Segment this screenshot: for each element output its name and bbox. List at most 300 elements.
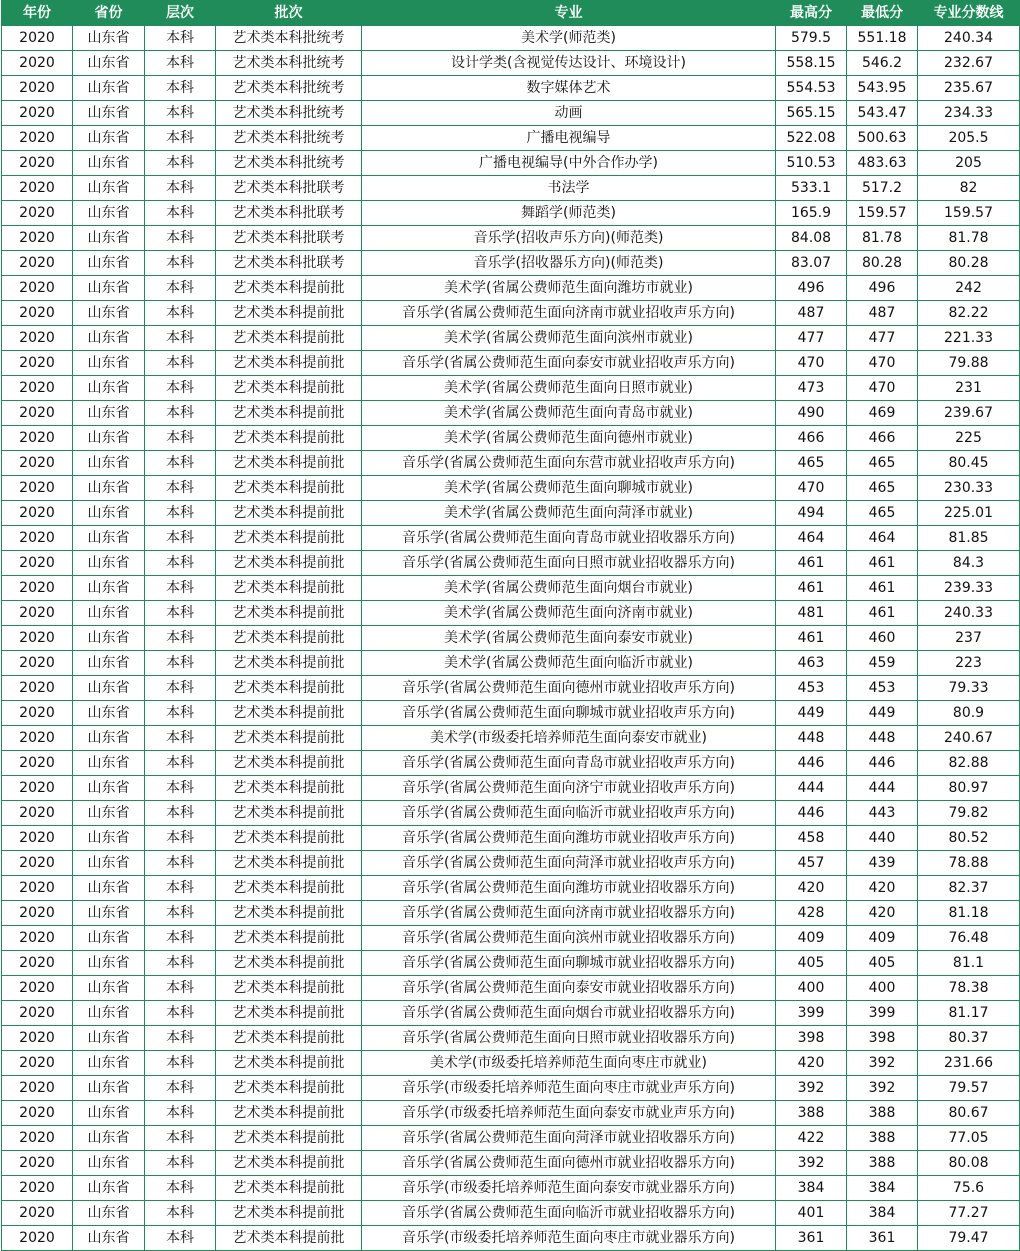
cell-cutoff: 231.66 — [918, 1051, 1020, 1076]
cell-cutoff: 240.67 — [918, 726, 1020, 751]
cell-level: 本科 — [145, 51, 216, 76]
cell-province: 山东省 — [73, 526, 145, 551]
cell-level: 本科 — [145, 1176, 216, 1201]
cell-province: 山东省 — [73, 201, 145, 226]
cell-province: 山东省 — [73, 1101, 145, 1126]
cell-batch: 艺术类本科提前批 — [216, 1076, 362, 1101]
cell-year: 2020 — [2, 226, 73, 251]
table-row — [2, 76, 1020, 101]
cell-min-score: 388 — [847, 1101, 918, 1126]
cell-max-score: 522.08 — [776, 126, 847, 151]
cell-batch: 艺术类本科提前批 — [216, 726, 362, 751]
cell-batch: 艺术类本科提前批 — [216, 551, 362, 576]
cell-batch: 艺术类本科提前批 — [216, 401, 362, 426]
cell-min-score: 459 — [847, 651, 918, 676]
cell-major: 美术学(省属公费师范生面向潍坊市就业) — [362, 276, 776, 301]
table-row — [2, 1126, 1020, 1151]
cell-min-score: 440 — [847, 826, 918, 851]
cell-province: 山东省 — [73, 976, 145, 1001]
cell-batch: 艺术类本科提前批 — [216, 1226, 362, 1251]
cell-cutoff: 81.85 — [918, 526, 1020, 551]
cell-cutoff: 80.9 — [918, 701, 1020, 726]
cell-batch: 艺术类本科提前批 — [216, 801, 362, 826]
cell-batch: 艺术类本科提前批 — [216, 826, 362, 851]
cell-cutoff: 82.22 — [918, 301, 1020, 326]
cell-level: 本科 — [145, 801, 216, 826]
cell-min-score: 461 — [847, 576, 918, 601]
cell-batch: 艺术类本科提前批 — [216, 1026, 362, 1051]
cell-level: 本科 — [145, 451, 216, 476]
cell-level: 本科 — [145, 751, 216, 776]
table-row — [2, 251, 1020, 276]
cell-year: 2020 — [2, 626, 73, 651]
cell-major: 音乐学(市级委托培养师范生面向泰安市就业声乐方向) — [362, 1101, 776, 1126]
cell-min-score: 392 — [847, 1076, 918, 1101]
cell-province: 山东省 — [73, 1126, 145, 1151]
table-row — [2, 276, 1020, 301]
cell-level: 本科 — [145, 901, 216, 926]
table-row — [2, 601, 1020, 626]
cell-min-score: 500.63 — [847, 126, 918, 151]
cell-year: 2020 — [2, 1101, 73, 1126]
score-table — [1, 0, 1020, 1251]
cell-level: 本科 — [145, 351, 216, 376]
cell-max-score: 401 — [776, 1201, 847, 1226]
cell-batch: 艺术类本科提前批 — [216, 651, 362, 676]
cell-max-score: 463 — [776, 651, 847, 676]
cell-batch: 艺术类本科提前批 — [216, 701, 362, 726]
cell-province: 山东省 — [73, 126, 145, 151]
cell-cutoff: 232.67 — [918, 51, 1020, 76]
cell-level: 本科 — [145, 526, 216, 551]
table-row — [2, 1151, 1020, 1176]
cell-year: 2020 — [2, 51, 73, 76]
table-row — [2, 626, 1020, 651]
cell-province: 山东省 — [73, 651, 145, 676]
cell-max-score: 448 — [776, 726, 847, 751]
cell-batch: 艺术类本科提前批 — [216, 926, 362, 951]
table-row — [2, 176, 1020, 201]
table-row — [2, 926, 1020, 951]
cell-major: 音乐学(省属公费师范生面向聊城市就业招收声乐方向) — [362, 701, 776, 726]
table-row — [2, 851, 1020, 876]
cell-cutoff: 237 — [918, 626, 1020, 651]
cell-batch: 艺术类本科提前批 — [216, 876, 362, 901]
cell-province: 山东省 — [73, 176, 145, 201]
table-row — [2, 826, 1020, 851]
cell-province: 山东省 — [73, 401, 145, 426]
cell-max-score: 457 — [776, 851, 847, 876]
cell-max-score: 461 — [776, 551, 847, 576]
cell-major: 美术学(省属公费师范生面向济南市就业) — [362, 601, 776, 626]
cell-batch: 艺术类本科批联考 — [216, 226, 362, 251]
cell-major: 美术学(省属公费师范生面向临沂市就业) — [362, 651, 776, 676]
cell-province: 山东省 — [73, 601, 145, 626]
cell-major: 音乐学(招收器乐方向)(师范类) — [362, 251, 776, 276]
cell-min-score: 420 — [847, 876, 918, 901]
cell-cutoff: 77.27 — [918, 1201, 1020, 1226]
cell-batch: 艺术类本科批统考 — [216, 126, 362, 151]
cell-province: 山东省 — [73, 851, 145, 876]
cell-cutoff: 81.78 — [918, 226, 1020, 251]
cell-province: 山东省 — [73, 876, 145, 901]
cell-major: 音乐学(省属公费师范生面向聊城市就业招收器乐方向) — [362, 951, 776, 976]
cell-cutoff: 80.28 — [918, 251, 1020, 276]
header-max-score: 最高分 — [776, 1, 847, 26]
cell-cutoff: 221.33 — [918, 326, 1020, 351]
cell-max-score: 449 — [776, 701, 847, 726]
header-year: 年份 — [2, 1, 73, 26]
cell-cutoff: 79.47 — [918, 1226, 1020, 1251]
cell-batch: 艺术类本科提前批 — [216, 426, 362, 451]
cell-batch: 艺术类本科提前批 — [216, 676, 362, 701]
cell-major: 音乐学(省属公费师范生面向潍坊市就业招收声乐方向) — [362, 826, 776, 851]
cell-batch: 艺术类本科提前批 — [216, 1001, 362, 1026]
cell-level: 本科 — [145, 276, 216, 301]
table-row — [2, 1201, 1020, 1226]
cell-min-score: 420 — [847, 901, 918, 926]
cell-level: 本科 — [145, 601, 216, 626]
table-row — [2, 376, 1020, 401]
cell-year: 2020 — [2, 476, 73, 501]
table-row — [2, 876, 1020, 901]
cell-level: 本科 — [145, 826, 216, 851]
cell-province: 山东省 — [73, 701, 145, 726]
cell-batch: 艺术类本科提前批 — [216, 951, 362, 976]
cell-major: 舞蹈学(师范类) — [362, 201, 776, 226]
header-level: 层次 — [145, 1, 216, 26]
cell-batch: 艺术类本科提前批 — [216, 626, 362, 651]
cell-cutoff: 80.52 — [918, 826, 1020, 851]
cell-batch: 艺术类本科提前批 — [216, 1101, 362, 1126]
cell-cutoff: 76.48 — [918, 926, 1020, 951]
cell-province: 山东省 — [73, 776, 145, 801]
cell-year: 2020 — [2, 451, 73, 476]
cell-province: 山东省 — [73, 1026, 145, 1051]
cell-min-score: 465 — [847, 451, 918, 476]
table-row — [2, 51, 1020, 76]
cell-year: 2020 — [2, 876, 73, 901]
cell-year: 2020 — [2, 676, 73, 701]
cell-cutoff: 205 — [918, 151, 1020, 176]
table-row — [2, 201, 1020, 226]
cell-level: 本科 — [145, 851, 216, 876]
header-province: 省份 — [73, 1, 145, 26]
cell-min-score: 496 — [847, 276, 918, 301]
cell-cutoff: 80.67 — [918, 1101, 1020, 1126]
cell-province: 山东省 — [73, 951, 145, 976]
cell-year: 2020 — [2, 651, 73, 676]
cell-year: 2020 — [2, 776, 73, 801]
table-row — [2, 401, 1020, 426]
cell-batch: 艺术类本科批统考 — [216, 51, 362, 76]
cell-min-score: 80.28 — [847, 251, 918, 276]
cell-year: 2020 — [2, 426, 73, 451]
table-row — [2, 1101, 1020, 1126]
cell-level: 本科 — [145, 551, 216, 576]
cell-province: 山东省 — [73, 926, 145, 951]
cell-year: 2020 — [2, 1176, 73, 1201]
cell-batch: 艺术类本科提前批 — [216, 326, 362, 351]
header-min-score: 最低分 — [847, 1, 918, 26]
table-row — [2, 426, 1020, 451]
cell-level: 本科 — [145, 326, 216, 351]
cell-cutoff: 82.37 — [918, 876, 1020, 901]
cell-min-score: 439 — [847, 851, 918, 876]
cell-max-score: 510.53 — [776, 151, 847, 176]
cell-year: 2020 — [2, 326, 73, 351]
cell-min-score: 81.78 — [847, 226, 918, 251]
cell-cutoff: 84.3 — [918, 551, 1020, 576]
cell-cutoff: 239.33 — [918, 576, 1020, 601]
table-row — [2, 951, 1020, 976]
table-row — [2, 101, 1020, 126]
cell-year: 2020 — [2, 1026, 73, 1051]
table-row — [2, 1176, 1020, 1201]
cell-major: 音乐学(省属公费师范生面向济南市就业招收声乐方向) — [362, 301, 776, 326]
cell-year: 2020 — [2, 401, 73, 426]
cell-province: 山东省 — [73, 276, 145, 301]
cell-province: 山东省 — [73, 351, 145, 376]
cell-level: 本科 — [145, 251, 216, 276]
cell-major: 数字媒体艺术 — [362, 76, 776, 101]
cell-max-score: 473 — [776, 376, 847, 401]
cell-major: 音乐学(省属公费师范生面向德州市就业招收声乐方向) — [362, 676, 776, 701]
cell-level: 本科 — [145, 376, 216, 401]
table-row — [2, 326, 1020, 351]
cell-level: 本科 — [145, 76, 216, 101]
cell-cutoff: 225 — [918, 426, 1020, 451]
cell-major: 音乐学(省属公费师范生面向日照市就业招收器乐方向) — [362, 551, 776, 576]
cell-year: 2020 — [2, 176, 73, 201]
cell-max-score: 554.53 — [776, 76, 847, 101]
cell-max-score: 444 — [776, 776, 847, 801]
cell-year: 2020 — [2, 576, 73, 601]
cell-province: 山东省 — [73, 451, 145, 476]
cell-major: 音乐学(省属公费师范生面向济宁市就业招收声乐方向) — [362, 776, 776, 801]
cell-year: 2020 — [2, 601, 73, 626]
cell-major: 美术学(省属公费师范生面向滨州市就业) — [362, 326, 776, 351]
cell-cutoff: 82.88 — [918, 751, 1020, 776]
cell-min-score: 477 — [847, 326, 918, 351]
cell-max-score: 470 — [776, 476, 847, 501]
cell-major: 音乐学(市级委托培养师范生面向泰安市就业器乐方向) — [362, 1176, 776, 1201]
cell-max-score: 392 — [776, 1076, 847, 1101]
cell-major: 音乐学(市级委托培养师范生面向枣庄市就业声乐方向) — [362, 1076, 776, 1101]
table-row — [2, 801, 1020, 826]
cell-level: 本科 — [145, 626, 216, 651]
cell-batch: 艺术类本科提前批 — [216, 901, 362, 926]
table-row — [2, 226, 1020, 251]
cell-max-score: 388 — [776, 1101, 847, 1126]
cell-min-score: 469 — [847, 401, 918, 426]
table-row — [2, 726, 1020, 751]
header-major: 专业 — [362, 1, 776, 26]
cell-max-score: 409 — [776, 926, 847, 951]
cell-year: 2020 — [2, 301, 73, 326]
cell-min-score: 543.47 — [847, 101, 918, 126]
cell-major: 音乐学(省属公费师范生面向菏泽市就业招收器乐方向) — [362, 1126, 776, 1151]
table-row — [2, 126, 1020, 151]
cell-max-score: 165.9 — [776, 201, 847, 226]
header-batch: 批次 — [216, 1, 362, 26]
cell-max-score: 470 — [776, 351, 847, 376]
cell-min-score: 400 — [847, 976, 918, 1001]
cell-province: 山东省 — [73, 826, 145, 851]
cell-level: 本科 — [145, 1226, 216, 1251]
cell-max-score: 477 — [776, 326, 847, 351]
cell-year: 2020 — [2, 76, 73, 101]
cell-province: 山东省 — [73, 901, 145, 926]
cell-level: 本科 — [145, 1101, 216, 1126]
cell-batch: 艺术类本科批统考 — [216, 26, 362, 51]
cell-province: 山东省 — [73, 576, 145, 601]
cell-batch: 艺术类本科提前批 — [216, 851, 362, 876]
cell-major: 音乐学(省属公费师范生面向东营市就业招收声乐方向) — [362, 451, 776, 476]
cell-cutoff: 159.57 — [918, 201, 1020, 226]
cell-major: 音乐学(招收声乐方向)(师范类) — [362, 226, 776, 251]
cell-batch: 艺术类本科提前批 — [216, 1176, 362, 1201]
cell-batch: 艺术类本科批统考 — [216, 151, 362, 176]
cell-year: 2020 — [2, 376, 73, 401]
cell-level: 本科 — [145, 126, 216, 151]
cell-province: 山东省 — [73, 626, 145, 651]
cell-level: 本科 — [145, 776, 216, 801]
cell-min-score: 384 — [847, 1176, 918, 1201]
cell-min-score: 470 — [847, 376, 918, 401]
cell-province: 山东省 — [73, 501, 145, 526]
cell-max-score: 465 — [776, 451, 847, 476]
table-row — [2, 451, 1020, 476]
table-row — [2, 501, 1020, 526]
cell-min-score: 460 — [847, 626, 918, 651]
table-row — [2, 476, 1020, 501]
cell-major: 音乐学(省属公费师范生面向烟台市就业招收器乐方向) — [362, 1001, 776, 1026]
cell-province: 山东省 — [73, 376, 145, 401]
cell-major: 音乐学(市级委托培养师范生面向枣庄市就业器乐方向) — [362, 1226, 776, 1251]
cell-max-score: 399 — [776, 1001, 847, 1026]
table-row — [2, 976, 1020, 1001]
table-row — [2, 1076, 1020, 1101]
cell-province: 山东省 — [73, 801, 145, 826]
cell-cutoff: 223 — [918, 651, 1020, 676]
cell-max-score: 398 — [776, 1026, 847, 1051]
cell-batch: 艺术类本科提前批 — [216, 451, 362, 476]
table-row — [2, 301, 1020, 326]
cell-cutoff: 79.33 — [918, 676, 1020, 701]
cell-year: 2020 — [2, 26, 73, 51]
cell-province: 山东省 — [73, 76, 145, 101]
cell-major: 美术学(省属公费师范生面向菏泽市就业) — [362, 501, 776, 526]
cell-max-score: 565.15 — [776, 101, 847, 126]
cell-year: 2020 — [2, 1126, 73, 1151]
cell-major: 美术学(省属公费师范生面向日照市就业) — [362, 376, 776, 401]
cell-level: 本科 — [145, 176, 216, 201]
cell-min-score: 461 — [847, 551, 918, 576]
cell-min-score: 461 — [847, 601, 918, 626]
cell-max-score: 84.08 — [776, 226, 847, 251]
cell-major: 音乐学(省属公费师范生面向日照市就业招收器乐方向) — [362, 1026, 776, 1051]
cell-min-score: 444 — [847, 776, 918, 801]
cell-batch: 艺术类本科提前批 — [216, 1151, 362, 1176]
cell-max-score: 466 — [776, 426, 847, 451]
cell-batch: 艺术类本科提前批 — [216, 301, 362, 326]
cell-year: 2020 — [2, 351, 73, 376]
cell-min-score: 448 — [847, 726, 918, 751]
table-header-row — [2, 1, 1020, 26]
cell-cutoff: 205.5 — [918, 126, 1020, 151]
cell-batch: 艺术类本科提前批 — [216, 526, 362, 551]
cell-batch: 艺术类本科提前批 — [216, 576, 362, 601]
cell-year: 2020 — [2, 926, 73, 951]
cell-level: 本科 — [145, 676, 216, 701]
cell-batch: 艺术类本科提前批 — [216, 1201, 362, 1226]
cell-level: 本科 — [145, 651, 216, 676]
cell-cutoff: 78.38 — [918, 976, 1020, 1001]
cell-max-score: 481 — [776, 601, 847, 626]
cell-year: 2020 — [2, 901, 73, 926]
cell-max-score: 533.1 — [776, 176, 847, 201]
cell-cutoff: 80.45 — [918, 451, 1020, 476]
table-row — [2, 526, 1020, 551]
cell-province: 山东省 — [73, 1226, 145, 1251]
cell-min-score: 399 — [847, 1001, 918, 1026]
cell-year: 2020 — [2, 201, 73, 226]
cell-batch: 艺术类本科提前批 — [216, 751, 362, 776]
cell-province: 山东省 — [73, 1076, 145, 1101]
cell-min-score: 465 — [847, 476, 918, 501]
cell-batch: 艺术类本科提前批 — [216, 976, 362, 1001]
cell-min-score: 361 — [847, 1226, 918, 1251]
cell-batch: 艺术类本科提前批 — [216, 776, 362, 801]
cell-min-score: 517.2 — [847, 176, 918, 201]
cell-year: 2020 — [2, 1076, 73, 1101]
cell-level: 本科 — [145, 1051, 216, 1076]
cell-max-score: 446 — [776, 751, 847, 776]
cell-max-score: 392 — [776, 1151, 847, 1176]
cell-cutoff: 235.67 — [918, 76, 1020, 101]
cell-major: 音乐学(省属公费师范生面向菏泽市就业招收声乐方向) — [362, 851, 776, 876]
cell-year: 2020 — [2, 1051, 73, 1076]
cell-year: 2020 — [2, 701, 73, 726]
cell-max-score: 461 — [776, 626, 847, 651]
cell-cutoff: 230.33 — [918, 476, 1020, 501]
cell-major: 美术学(省属公费师范生面向聊城市就业) — [362, 476, 776, 501]
cell-max-score: 494 — [776, 501, 847, 526]
cell-batch: 艺术类本科批联考 — [216, 251, 362, 276]
cell-province: 山东省 — [73, 1051, 145, 1076]
table-row — [2, 551, 1020, 576]
cell-year: 2020 — [2, 826, 73, 851]
cell-major: 美术学(省属公费师范生面向泰安市就业) — [362, 626, 776, 651]
cell-min-score: 466 — [847, 426, 918, 451]
cell-min-score: 384 — [847, 1201, 918, 1226]
cell-cutoff: 80.97 — [918, 776, 1020, 801]
cell-major: 音乐学(省属公费师范生面向济南市就业招收器乐方向) — [362, 901, 776, 926]
cell-cutoff: 80.08 — [918, 1151, 1020, 1176]
table-row — [2, 1226, 1020, 1251]
cell-min-score: 443 — [847, 801, 918, 826]
cell-cutoff: 234.33 — [918, 101, 1020, 126]
cell-cutoff: 80.37 — [918, 1026, 1020, 1051]
cell-cutoff: 239.67 — [918, 401, 1020, 426]
cell-cutoff: 81.17 — [918, 1001, 1020, 1026]
cell-year: 2020 — [2, 1001, 73, 1026]
cell-level: 本科 — [145, 401, 216, 426]
cell-major: 音乐学(省属公费师范生面向青岛市就业招收器乐方向) — [362, 526, 776, 551]
cell-max-score: 420 — [776, 876, 847, 901]
cell-province: 山东省 — [73, 1201, 145, 1226]
